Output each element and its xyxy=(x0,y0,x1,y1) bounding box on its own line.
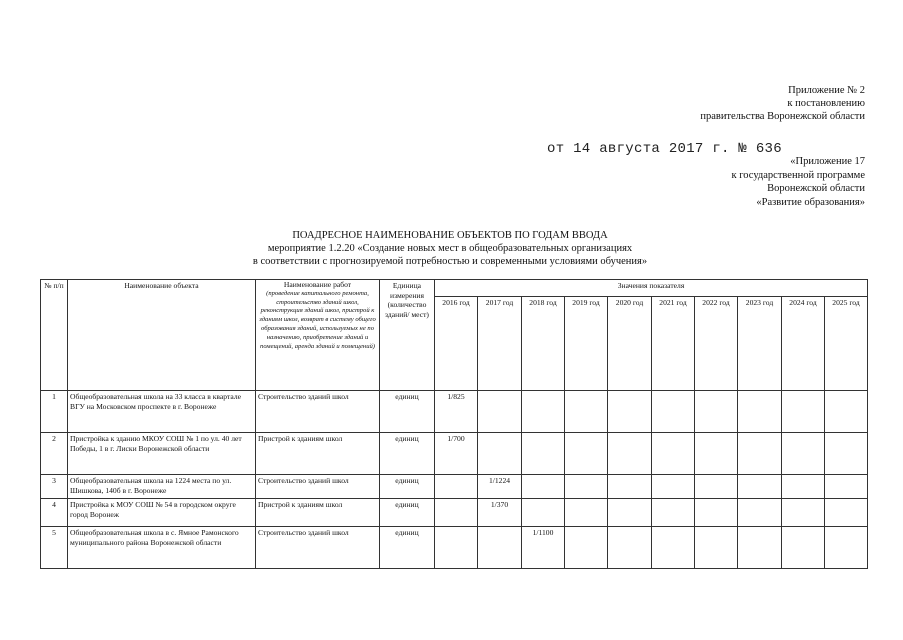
row-unit: единиц xyxy=(380,433,435,475)
row-work: Пристрой к зданиям школ xyxy=(256,499,380,527)
header-unit: Единица измерения (количество зданий/ мест) xyxy=(380,280,435,391)
row-value: 1/1100 xyxy=(522,527,565,569)
title-line: мероприятие 1.2.20 «Создание новых мест в общеобразовательных организациях xyxy=(267,243,633,254)
row-value xyxy=(782,499,825,527)
header-year: 2018 год xyxy=(522,297,565,391)
table-row xyxy=(41,391,868,433)
document-title xyxy=(200,229,700,268)
header-year: 2025 год xyxy=(825,297,868,391)
row-unit: единиц xyxy=(380,391,435,433)
row-value xyxy=(738,391,782,433)
row-value xyxy=(652,475,695,499)
row-value: 1/370 xyxy=(478,499,522,527)
table-row xyxy=(41,499,868,527)
appendix-line: Приложение № 2 xyxy=(788,85,865,96)
header-work-title: Наименование работ xyxy=(283,280,352,289)
row-value xyxy=(608,499,652,527)
row-value xyxy=(825,433,868,475)
program-line: «Приложение 17 xyxy=(790,156,865,167)
row-value xyxy=(695,475,738,499)
row-work: Пристрой к зданиям школ xyxy=(256,433,380,475)
header-values: Значения показателя xyxy=(435,280,868,297)
row-value xyxy=(825,499,868,527)
row-value xyxy=(652,499,695,527)
row-value xyxy=(652,391,695,433)
header-year: 2024 год xyxy=(782,297,825,391)
table-row xyxy=(41,433,868,475)
row-num: 2 xyxy=(41,433,68,475)
row-value xyxy=(738,499,782,527)
title-line: в соответствии с прогнозируемой потребностью и современными условиями обучения» xyxy=(252,256,648,267)
row-value xyxy=(522,391,565,433)
header-work-note: (проведение капитального ремонта, строительство зданий школ, реконструкция зданий школ, пристрой к зданиям школ, возврат в систему общего образования зданий, используемых не по назначению, приобретение зданий и помещений, аренда зданий и помещений) xyxy=(259,289,376,350)
row-unit: единиц xyxy=(380,527,435,569)
row-num: 4 xyxy=(41,499,68,527)
row-value xyxy=(608,391,652,433)
row-value xyxy=(478,527,522,569)
row-value xyxy=(738,475,782,499)
header-year: 2019 год xyxy=(565,297,608,391)
row-value xyxy=(435,475,478,499)
row-value xyxy=(608,527,652,569)
program-line: к государственной программе xyxy=(731,169,865,181)
row-num: 3 xyxy=(41,475,68,499)
row-value xyxy=(565,475,608,499)
header-work xyxy=(256,280,380,391)
row-value xyxy=(522,475,565,499)
header-year: 2022 год xyxy=(695,297,738,391)
row-value xyxy=(782,433,825,475)
row-num: 1 xyxy=(41,391,68,433)
row-value xyxy=(608,433,652,475)
header-year: 2016 год xyxy=(435,297,478,391)
table-row xyxy=(41,475,868,499)
row-object: Пристройка к МОУ СОШ № 54 в городском округе город Воронеж xyxy=(68,499,256,527)
appendix-header xyxy=(700,84,865,123)
row-object: Общеобразовательная школа на 1224 места по ул. Шишкова, 140б в г. Воронеже xyxy=(68,475,256,499)
row-value xyxy=(782,527,825,569)
header-year: 2023 год xyxy=(738,297,782,391)
row-value xyxy=(738,433,782,475)
row-value xyxy=(565,527,608,569)
row-value: 1/825 xyxy=(435,391,478,433)
row-value xyxy=(782,475,825,499)
row-value xyxy=(565,433,608,475)
table-row xyxy=(41,527,868,569)
row-value: 1/700 xyxy=(435,433,478,475)
header-num: № п/п xyxy=(41,280,68,391)
row-value xyxy=(652,433,695,475)
appendix-line: к постановлению xyxy=(787,98,865,109)
row-value xyxy=(695,433,738,475)
date-stamp: от 14 августа 2017 г. № 636 xyxy=(547,141,782,157)
row-value xyxy=(522,499,565,527)
row-object: Общеобразовательная школа в с. Ямное Рамонского муниципального района Воронежской области xyxy=(68,527,256,569)
row-value xyxy=(825,527,868,569)
row-value xyxy=(695,527,738,569)
row-value xyxy=(825,391,868,433)
row-unit: единиц xyxy=(380,475,435,499)
row-value xyxy=(565,499,608,527)
header-year: 2020 год xyxy=(608,297,652,391)
header-year: 2021 год xyxy=(652,297,695,391)
row-num: 5 xyxy=(41,527,68,569)
appendix-line: правительства Воронежской области xyxy=(700,111,865,122)
header-object: Наименование объекта xyxy=(68,280,256,391)
row-value xyxy=(522,433,565,475)
program-line: Воронежской области xyxy=(767,183,865,194)
row-value xyxy=(825,475,868,499)
row-value xyxy=(695,499,738,527)
row-object: Общеобразовательная школа на 33 класса в квартале ВГУ на Московском проспекте в г. Воронеже xyxy=(68,391,256,433)
row-work: Строительство зданий школ xyxy=(256,527,380,569)
program-reference xyxy=(732,155,865,209)
row-value xyxy=(782,391,825,433)
program-line: «Развитие образования» xyxy=(756,196,865,208)
row-value xyxy=(478,433,522,475)
row-value xyxy=(565,391,608,433)
row-value xyxy=(652,527,695,569)
row-unit: единиц xyxy=(380,499,435,527)
title-line: ПОАДРЕСНОЕ НАИМЕНОВАНИЕ ОБЪЕКТОВ ПО ГОДАМ ВВОДА xyxy=(292,230,608,241)
row-work: Строительство зданий школ xyxy=(256,391,380,433)
row-work: Строительство зданий школ xyxy=(256,475,380,499)
row-value xyxy=(478,391,522,433)
row-value xyxy=(435,499,478,527)
row-value xyxy=(695,391,738,433)
row-object: Пристройка к зданию МКОУ СОШ № 1 по ул. 40 лет Победы, 1 в г. Лиски Воронежской области xyxy=(68,433,256,475)
objects-table xyxy=(40,279,868,569)
row-value xyxy=(608,475,652,499)
row-value xyxy=(435,527,478,569)
header-year: 2017 год xyxy=(478,297,522,391)
row-value: 1/1224 xyxy=(478,475,522,499)
row-value xyxy=(738,527,782,569)
